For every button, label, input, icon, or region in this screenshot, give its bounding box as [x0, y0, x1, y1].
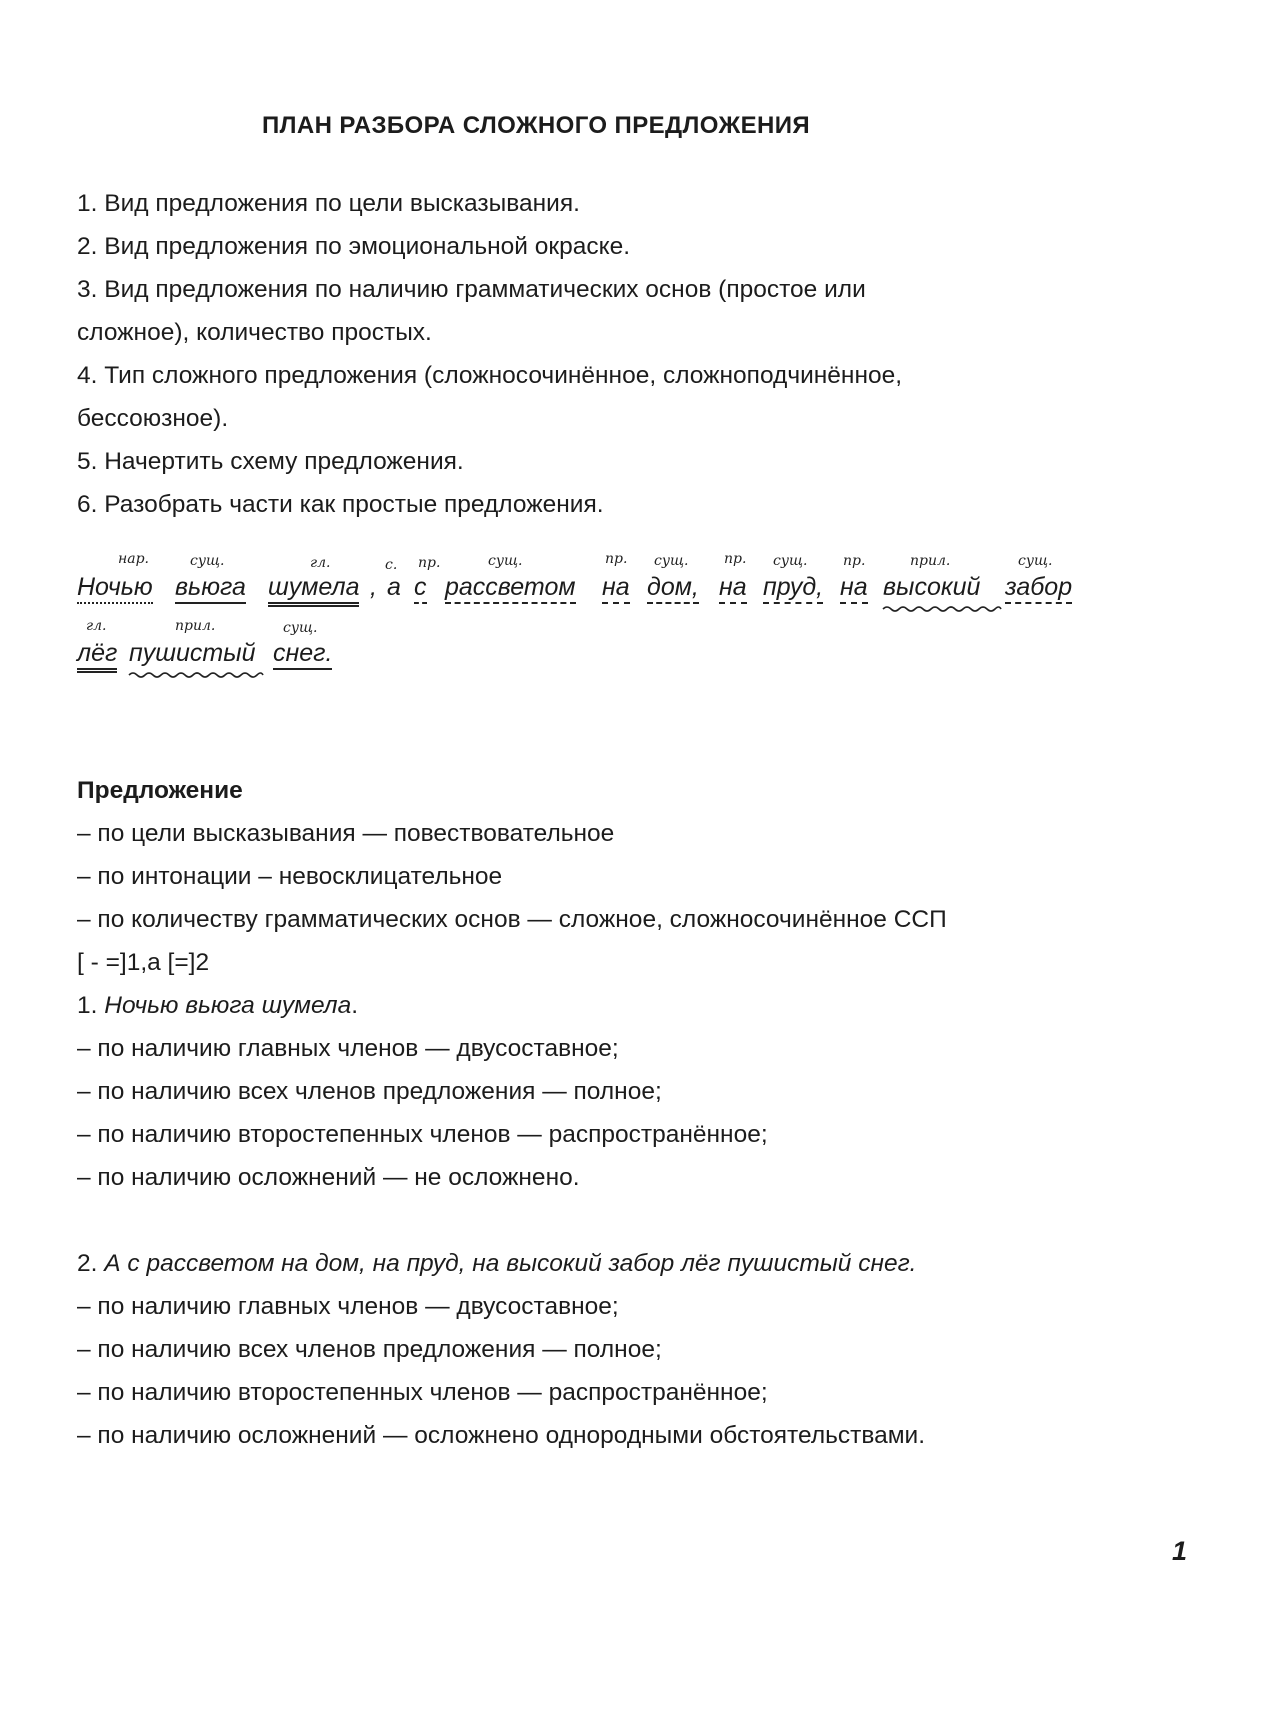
pos-label: с.	[385, 557, 398, 573]
plan-item-4-cont: бессоюзное).	[77, 405, 229, 432]
sentence-word: снег.	[273, 638, 332, 670]
plan-item-3-cont: сложное), количество простых.	[77, 319, 432, 346]
analysis-heading: Предложение	[77, 777, 243, 804]
pos-label: сущ.	[488, 553, 523, 569]
part1-title	[77, 990, 358, 1022]
pos-label: сущ.	[283, 620, 318, 636]
analysis-line: – по цели высказывания — повествовательное	[77, 820, 615, 847]
wavy-underline	[129, 671, 263, 679]
part2-number: 2.	[77, 1250, 105, 1277]
sentence-word: дом,	[647, 572, 699, 604]
pos-label: сущ.	[773, 553, 808, 569]
plan-item-1: 1. Вид предложения по цели высказывания.	[77, 190, 580, 217]
sentence-word: на	[840, 572, 868, 604]
pos-label: сущ.	[654, 553, 689, 569]
part2-line: – по наличию всех членов предложения — полное;	[77, 1336, 662, 1363]
sentence-word: пруд,	[763, 572, 823, 604]
wavy-underline	[883, 605, 1001, 613]
sentence-word: вьюга	[175, 572, 246, 604]
sentence-word: на	[719, 572, 747, 604]
pos-label: прил.	[910, 553, 951, 569]
part2-line: – по наличию второстепенных членов — распространённое;	[77, 1379, 768, 1406]
pos-label: сущ.	[1018, 553, 1053, 569]
part1-end: .	[351, 992, 359, 1019]
sentence-word: а	[387, 573, 401, 601]
pos-label: нар.	[118, 551, 149, 567]
pos-label: гл.	[86, 618, 107, 634]
analysis-line: – по количеству грамматических основ — сложное, сложносочинённое ССП	[77, 906, 947, 933]
plan-item-3: 3. Вид предложения по наличию грамматических основ (простое или	[77, 276, 866, 303]
part2-line: – по наличию осложнений — осложнено однородными обстоятельствами.	[77, 1422, 926, 1449]
sentence-word: с	[414, 572, 427, 604]
plan-item-2: 2. Вид предложения по эмоциональной окраске.	[77, 233, 631, 260]
plan-item-4: 4. Тип сложного предложения (сложносочинённое, сложноподчинённое,	[77, 362, 903, 389]
sentence-word: Ночью	[77, 572, 153, 604]
page-number: 1	[1172, 1536, 1188, 1566]
part1-line: – по наличию всех членов предложения — полное;	[77, 1078, 662, 1105]
pos-label: гл.	[310, 555, 331, 571]
pos-label: пр.	[724, 551, 747, 567]
part1-line: – по наличию главных членов — двусоставное;	[77, 1035, 619, 1062]
part2-title	[77, 1248, 916, 1280]
pos-label: пр.	[605, 551, 628, 567]
part1-number: 1.	[77, 992, 105, 1019]
part2-line: – по наличию главных членов — двусоставное;	[77, 1293, 619, 1320]
sentence-word: забор	[1005, 572, 1072, 604]
part1-line: – по наличию осложнений — не осложнено.	[77, 1164, 580, 1191]
analysis-line: – по интонации – невосклицательное	[77, 863, 503, 890]
part1-line: – по наличию второстепенных членов — распространённое;	[77, 1121, 768, 1148]
plan-item-5: 5. Начертить схему предложения.	[77, 448, 464, 475]
part1-sentence: Ночью вьюга шумела	[104, 992, 352, 1019]
sentence-word: на	[602, 572, 630, 604]
sentence-word: лёг	[77, 638, 117, 673]
pos-label: сущ.	[190, 553, 225, 569]
plan-item-6: 6. Разобрать части как простые предложения.	[77, 491, 604, 518]
sentence-word: ,	[370, 573, 377, 601]
sentence-word: высокий	[883, 573, 981, 601]
sentence-scheme: [ - =]1,а [=]2	[77, 949, 210, 976]
pos-label: пр.	[843, 553, 866, 569]
page-title: ПЛАН РАЗБОРА СЛОЖНОГО ПРЕДЛОЖЕНИЯ	[262, 112, 811, 139]
pos-label: пр.	[418, 555, 441, 571]
sentence-word: пушистый	[129, 639, 256, 667]
pos-label: прил.	[175, 618, 216, 634]
sentence-word: шумела	[268, 572, 359, 607]
part2-sentence: А с рассветом на дом, на пруд, на высокий забор лёг пушистый снег.	[104, 1250, 917, 1277]
sentence-word: рассветом	[445, 572, 576, 604]
